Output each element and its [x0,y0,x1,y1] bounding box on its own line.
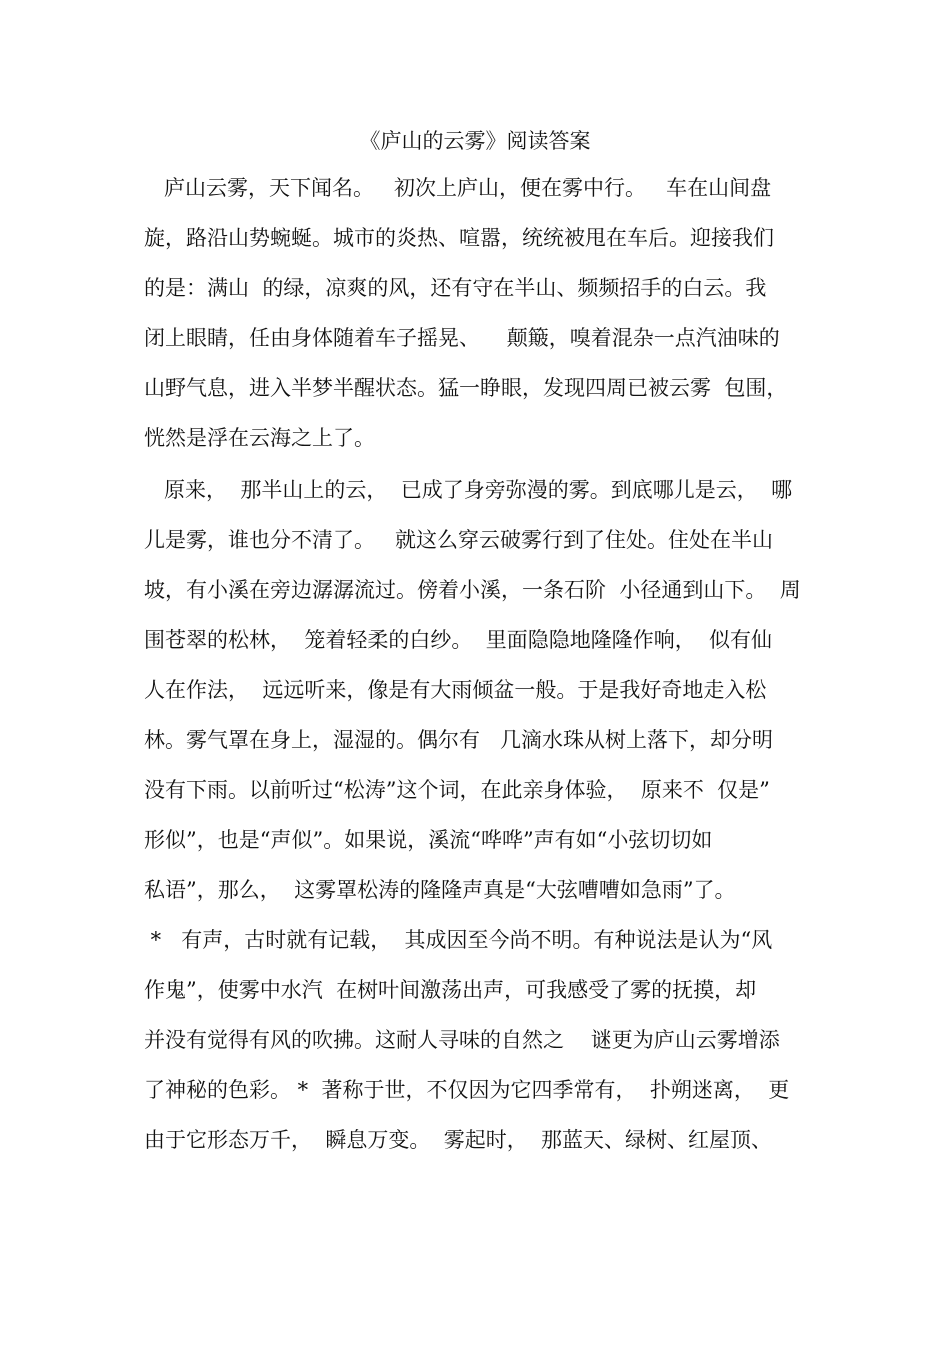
body-line: 山野气息，进入半梦半醒状态。猛一睁眼，发现四周已被云雾 包围， [144,376,788,400]
body-line: 人在作法， 远远听来，像是有大雨倾盆一般。于是我好奇地走入松 [144,678,767,702]
body-line: 儿是雾，谁也分不清了。 就这么穿云破雾行到了住处。住处在半山 [144,528,774,552]
body-line: 了神秘的色彩。 * 著称于世，不仅因为它四季常有， 扑朔迷离， 更 [144,1078,790,1102]
body-line: 并没有觉得有风的吹拂。这耐人寻味的自然之 谜更为庐山云雾增添 [144,1028,780,1052]
body-line: * 有声，古时就有记载， 其成因至今尚不明。有种说法是认为“风 [144,928,773,952]
body-line: 私语”，那么， 这雾罩松涛的隆隆声真是“大弦嘈嘈如急雨”了。 [144,878,736,902]
body-line: 形似”，也是“声似”。如果说，溪流“哗哗”声有如“小弦切切如 [144,828,713,852]
body-line: 没有下雨。以前听过“松涛”这个词，在此亲身体验， 原来不 仅是” [144,778,770,802]
body-line: 恍然是浮在云海之上了。 [144,426,375,450]
document-title: 《庐山的云雾》阅读答案 [359,129,591,153]
body-line: 林。雾气罩在身上，湿湿的。偶尔有 几滴水珠从树上落下，却分明 [144,728,774,752]
body-line: 坡，有小溪在旁边潺潺流过。傍着小溪，一条石阶 小径通到山下。 周 [144,578,801,602]
body-line: 原来， 那半山上的云， 已成了身旁弥漫的雾。到底哪儿是云， 哪 [144,478,793,502]
body-line: 作鬼”，使雾中水汽 在树叶间激荡出声，可我感受了雾的抚摸，却 [144,978,757,1002]
body-line: 围苍翠的松林， 笼着轻柔的白纱。 里面隐隐地隆隆作响， 似有仙 [144,628,773,652]
body-line: 闭上眼睛，任由身体随着车子摇晃、 颠簸，嗅着混杂一点汽油味的 [144,326,780,350]
body-line: 旋，路沿山势蜿蜒。城市的炎热、喧嚣，统统被甩在车后。迎接我们 [144,226,774,250]
body-line: 由于它形态万千， 瞬息万变。 雾起时， 那蓝天、绿树、红屋顶、 [144,1128,773,1152]
body-line: 庐山云雾，天下闻名。 初次上庐山，便在雾中行。 车在山间盘 [144,176,772,200]
body-line: 的是：满山 的绿，凉爽的风，还有守在半山、频频招手的白云。我 [144,276,767,300]
